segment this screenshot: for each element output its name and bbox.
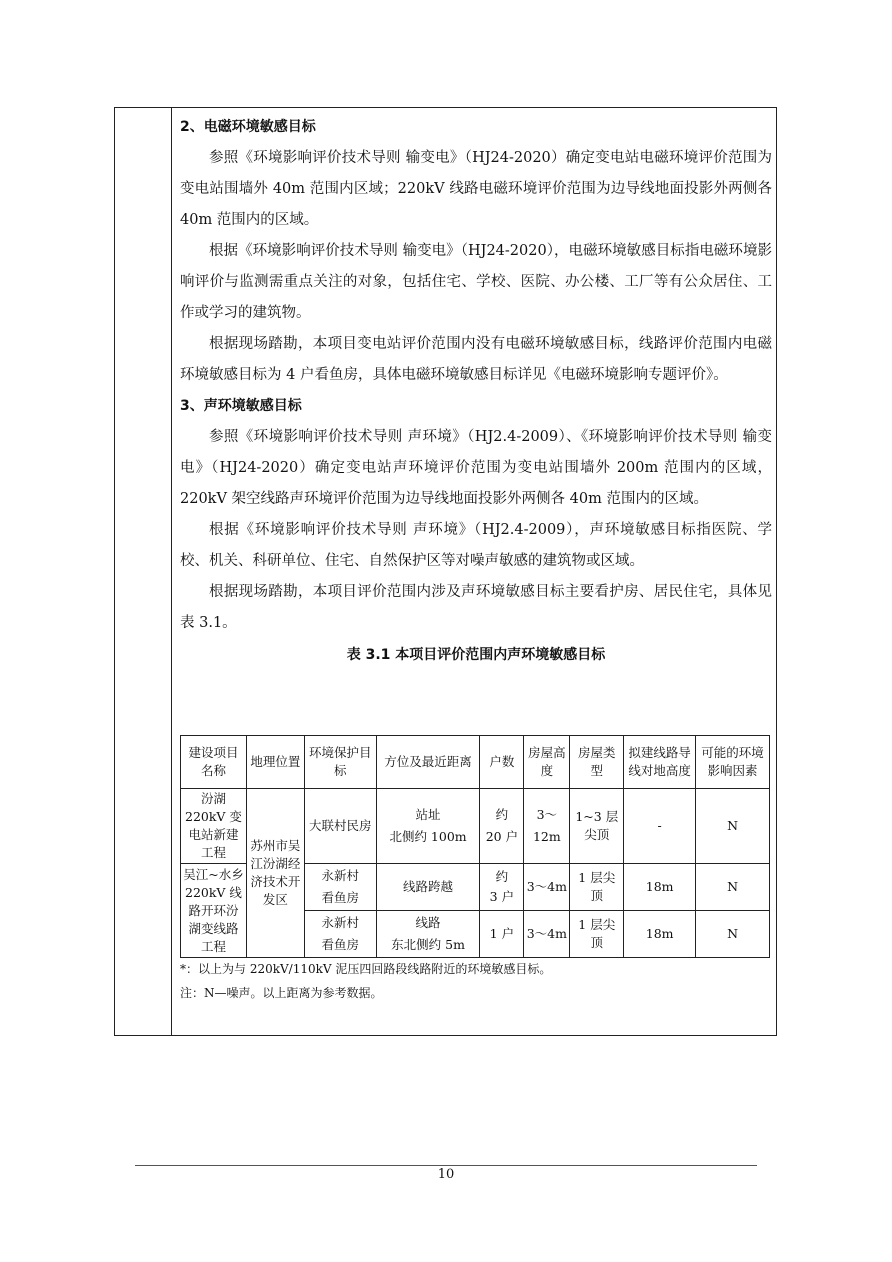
cell-type: 1~3 层尖顶 [570, 789, 624, 864]
header-location: 地理位置 [246, 736, 304, 789]
header-households: 户数 [480, 736, 524, 789]
section2-heading: 2、电磁环境敏感目标 [180, 119, 316, 135]
cell-direction: 线路跨越 [376, 864, 480, 911]
section3-paragraph-2: 根据《环境影响评价技术导则 声环境》（HJ2.4-2009），声环境敏感目标指医院、学校、机关、科研单位、住宅、自然保护区等对噪声敏感的建筑物或区域。 [180, 522, 772, 569]
page-number: 10 [437, 1167, 455, 1182]
note-star: *：以上为与 220kV/110kV 泥压四回路段线路附近的环境敏感目标。 [180, 962, 552, 976]
section2-paragraph-1: 参照《环境影响评价技术导则 输变电》（HJ24-2020）确定变电站电磁环境评价范围为变电站围墙外 40m 范围内区域；220kV 线路电磁环境评价范围为边导线地面投影外两侧各 40m 范围内的区域。 [180, 150, 772, 228]
header-direction: 方位及最近距离 [376, 736, 480, 789]
cell-project-1: 汾湖220kV 变电站新建工程 [181, 789, 247, 864]
table-header-row [181, 736, 770, 789]
cell-conductor: - [624, 789, 696, 864]
header-conductor: 拟建线路导线对地高度 [624, 736, 696, 789]
header-target: 环境保护目标 [304, 736, 376, 789]
cell-type: 1 层尖顶 [570, 911, 624, 958]
cell-conductor: 18m [624, 911, 696, 958]
header-factor: 可能的环境影响因素 [696, 736, 770, 789]
header-project: 建设项目名称 [181, 736, 247, 789]
frame-divider [171, 108, 172, 1036]
section3-heading: 3、声环境敏感目标 [180, 398, 302, 414]
section2-paragraph-3: 根据现场踏勘，本项目变电站评价范围内没有电磁环境敏感目标，线路评价范围内电磁环境敏感目标为 4 户看鱼房，具体电磁环境敏感目标详见《电磁环境影响专题评价》。 [180, 336, 772, 383]
footer-divider [135, 1165, 757, 1166]
cell-direction: 线路 东北侧约 5m [376, 911, 480, 958]
cell-conductor: 18m [624, 864, 696, 911]
cell-project-2: 吴江~水乡 220kV 线路开环汾湖变线路工程 [181, 864, 247, 958]
cell-direction: 站址 北侧约 100m [376, 789, 480, 864]
sensitive-targets-table [180, 735, 770, 958]
cell-height: 3～4m [524, 864, 570, 911]
section3-paragraph-1: 参照《环境影响评价技术导则 声环境》（HJ2.4-2009）、《环境影响评价技术导则 输变电》（HJ24-2020）确定变电站声环境评价范围为变电站围墙外 200m 范围内的区域，220kV 架空线路声环境评价范围为边导线地面投影外两侧各 40m 范围内的区域。 [180, 429, 772, 507]
header-type: 房屋类型 [570, 736, 624, 789]
note-legend: 注：N—噪声。以上距离为参考数据。 [180, 986, 383, 1000]
cell-target: 永新村 看鱼房 [304, 864, 376, 911]
cell-target: 永新村 看鱼房 [304, 911, 376, 958]
table-row [181, 789, 770, 864]
table-notes [180, 957, 770, 1005]
cell-factor: N [696, 789, 770, 864]
section3-paragraph-3: 根据现场踏勘，本项目评价范围内涉及声环境敏感目标主要看护房、居民住宅，具体见表 3.1。 [180, 584, 772, 631]
cell-factor: N [696, 911, 770, 958]
cell-households: 1 户 [480, 911, 524, 958]
cell-households: 约 3 户 [480, 864, 524, 911]
cell-height: 3～ 12m [524, 789, 570, 864]
header-height: 房屋高度 [524, 736, 570, 789]
cell-type: 1 层尖顶 [570, 864, 624, 911]
section2-paragraph-2: 根据《环境影响评价技术导则 输变电》（HJ24-2020），电磁环境敏感目标指电磁环境影响评价与监测需重点关注的对象，包括住宅、学校、医院、办公楼、工厂等有公众居住、工作或学习的建筑物。 [180, 243, 772, 321]
cell-households: 约 20 户 [480, 789, 524, 864]
cell-factor: N [696, 864, 770, 911]
table-caption: 表 3.1 本项目评价范围内声环境敏感目标 [346, 647, 606, 663]
main-content [180, 112, 772, 667]
cell-location: 苏州市吴江汾湖经济技术开发区 [246, 789, 304, 958]
cell-target: 大联村民房 [304, 789, 376, 864]
cell-height: 3～4m [524, 911, 570, 958]
